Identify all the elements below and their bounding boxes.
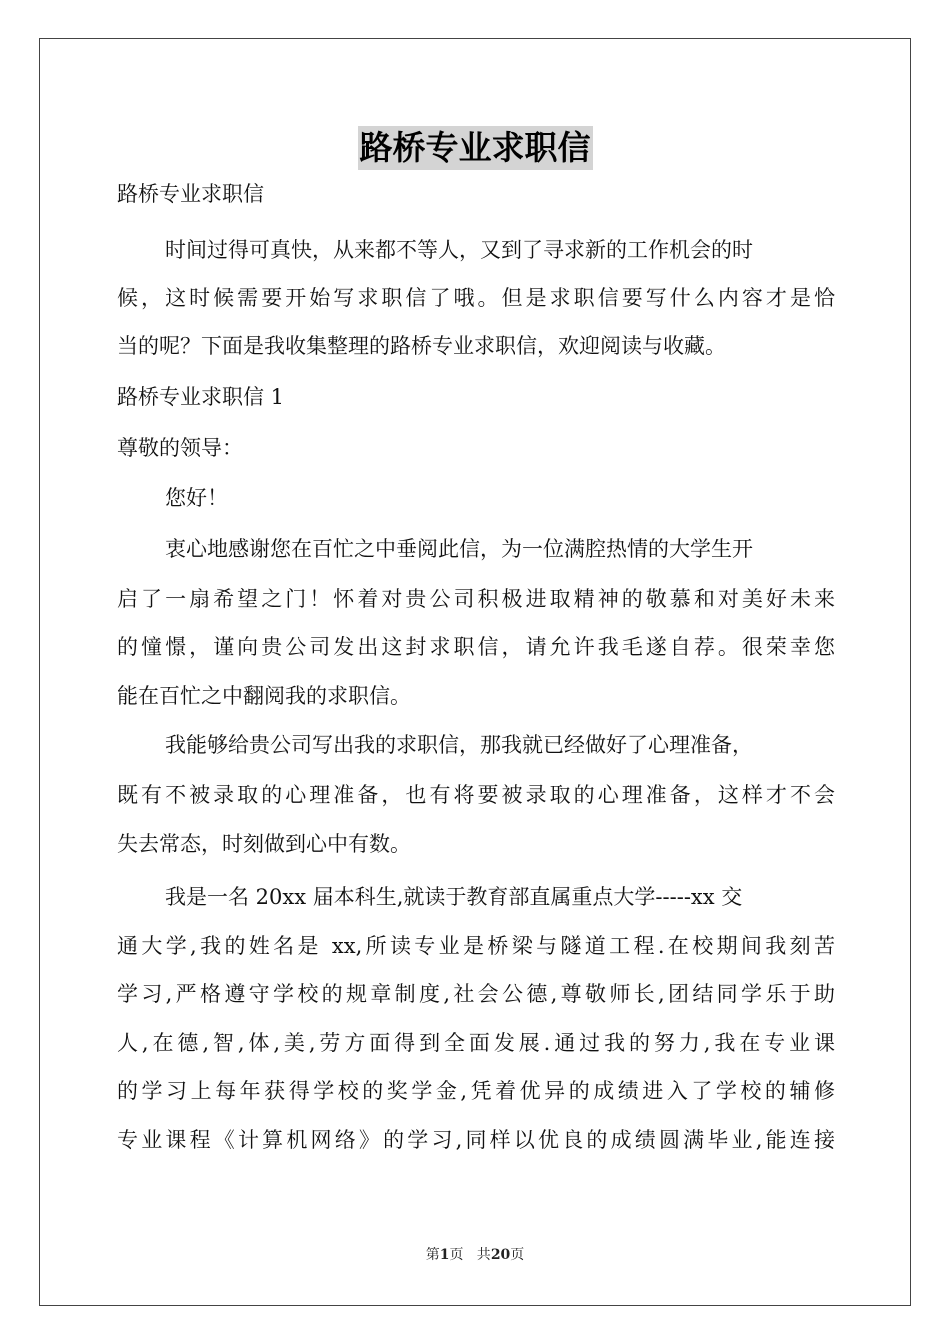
paragraph-line: 时间过得可真快，从来都不等人，又到了寻求新的工作机会的时: [165, 238, 753, 262]
document-title-text: 路桥专业求职信: [358, 126, 593, 170]
salutation: 尊敬的领导：: [117, 436, 243, 460]
paragraph-line: 通大学,我的姓名是 xx,所读专业是桥梁与隧道工程.在校期间我刻苦: [117, 934, 835, 958]
page-footer: [0, 1245, 950, 1265]
paragraph-line: 启了一扇希望之门！怀着对贵公司积极进取精神的敬慕和对美好未来: [117, 587, 835, 611]
paragraph-line: 专业课程《计算机网络》的学习,同样以优良的成绩圆满毕业,能连接: [117, 1128, 835, 1152]
paragraph-line: 衷心地感谢您在百忙之中垂阅此信，为一位满腔热情的大学生开: [165, 537, 753, 561]
paragraph-line: 学习,严格遵守学校的规章制度,社会公德,尊敬师长,团结同学乐于助: [117, 982, 835, 1006]
paragraph-line: 的憧憬，谨向贵公司发出这封求职信，请允许我毛遂自荐。很荣幸您: [117, 635, 835, 659]
footer-page-prefix: 第: [425, 1247, 440, 1263]
footer-page-mid: 页 共: [449, 1247, 491, 1263]
paragraph-line: 能在百忙之中翻阅我的求职信。: [117, 684, 411, 708]
paragraph-line: 人,在德,智,体,美,劳方面得到全面发展.通过我的努力,我在专业课: [117, 1031, 835, 1055]
footer-page-number: 1: [439, 1247, 450, 1263]
subtitle-line: 路桥专业求职信: [117, 182, 264, 206]
section-heading: 路桥专业求职信 1: [117, 385, 285, 409]
document-title: [0, 126, 950, 170]
paragraph-line: 候，这时候需要开始写求职信了哦。但是求职信要写什么内容才是恰: [117, 286, 835, 310]
footer-page-suffix: 页: [510, 1247, 525, 1263]
page-border: [39, 38, 911, 1306]
greeting: 您好！: [165, 486, 228, 510]
footer-total-pages: 20: [490, 1247, 511, 1263]
paragraph-line: 我能够给贵公司写出我的求职信，那我就已经做好了心理准备，: [165, 733, 753, 757]
paragraph-line: 失去常态，时刻做到心中有数。: [117, 832, 411, 856]
paragraph-line: 的学习上每年获得学校的奖学金,凭着优异的成绩进入了学校的辅修: [117, 1079, 835, 1103]
paragraph-line: 我是一名 20xx 届本科生,就读于教育部直属重点大学-----xx 交: [165, 885, 743, 909]
paragraph-line: 当的呢？下面是我收集整理的路桥专业求职信，欢迎阅读与收藏。: [117, 334, 726, 358]
paragraph-line: 既有不被录取的心理准备，也有将要被录取的心理准备，这样才不会: [117, 783, 835, 807]
